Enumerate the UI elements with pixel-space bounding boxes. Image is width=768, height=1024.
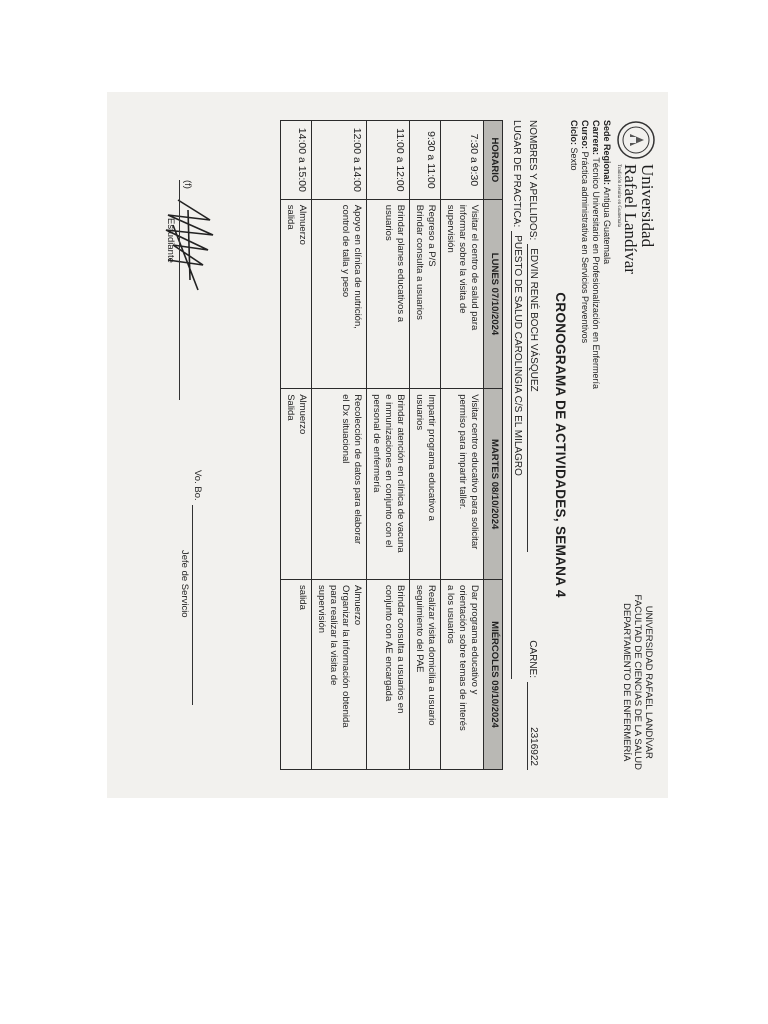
activity-line: control de talla y peso	[340, 204, 351, 298]
table-row	[441, 121, 484, 770]
signature-area	[148, 120, 228, 770]
meta-curso: Curso: Práctica administrativa en Servicios Preventivos	[580, 120, 590, 344]
schedule-sheet	[107, 92, 668, 798]
activity-line: Organizar la información obtenida	[340, 585, 351, 728]
activity-cell-martes	[410, 389, 441, 580]
table-row	[410, 121, 441, 770]
header-horario: HORARIO	[484, 121, 503, 200]
names-label: NOMBRES Y APELLIDOS:	[527, 120, 538, 241]
time-cell: 14:00 a 15:00	[281, 121, 312, 200]
student-label: Estudiante	[165, 218, 176, 263]
names-value: EDVIN RENÉ BOCH VÁSQUEZ	[527, 244, 539, 552]
activity-line: Recolección de datos para elaborar	[352, 394, 363, 545]
course-meta	[568, 120, 612, 389]
table-row	[367, 121, 410, 770]
jefe-label: Jefe de Servicio	[179, 550, 190, 618]
activity-line: Regreso a P/S	[426, 204, 437, 267]
activity-line: Almuerzo	[297, 394, 308, 435]
activity-line: Brindar atención en clínica de vacuna	[395, 394, 406, 553]
activity-cell-lunes	[367, 199, 410, 388]
student-signature-line	[179, 180, 193, 400]
page-title: CRONOGRAMA DE ACTIVIDADES, SEMANA 4	[553, 292, 568, 598]
activity-cell-martes	[367, 389, 410, 580]
activity-line: e inmunizaciones en conjunto con el	[383, 394, 394, 548]
activity-line: conjunto con AE encargada	[383, 585, 394, 702]
activity-cell-miercoles	[312, 580, 367, 770]
schedule-table	[280, 120, 503, 770]
activity-cell-martes	[312, 389, 367, 580]
vobo-line	[192, 470, 203, 705]
activity-line: Almuerzo	[297, 204, 308, 245]
meta-carrera: Carrera: Técnico Universitario en Profesionalización en Enfermería	[591, 120, 601, 389]
activity-line: orientación sobre temas de interés	[457, 585, 468, 731]
activity-cell-miercoles	[281, 580, 312, 770]
table-row	[281, 121, 312, 770]
activity-line: Almuerzo	[352, 585, 363, 626]
meta-sede: Sede Regional: Antigua Guatemala	[602, 120, 612, 265]
time-cell: 7:30 a 9:30	[441, 121, 484, 200]
activity-line: Apoyo en clínica de nutrición,	[352, 204, 363, 329]
activity-line: Brindar consulta a usuarios en	[395, 585, 406, 714]
activity-line: para realizar la visita de	[328, 585, 339, 686]
activity-cell-lunes	[281, 199, 312, 388]
activity-cell-lunes	[312, 199, 367, 388]
activity-line: seguimiento del PAE	[414, 585, 425, 673]
dept-line-university: UNIVERSIDAD RAFAEL LANDÍVAR	[643, 605, 654, 759]
activity-cell-miercoles	[441, 580, 484, 770]
activity-line: personal de enfermería	[371, 394, 382, 493]
activity-line: usuarios	[414, 394, 425, 431]
activity-line: Impartir programa educativo a	[426, 394, 437, 521]
carne-label: CARNE:	[527, 640, 538, 678]
header-martes: MARTES 08/10/2024	[484, 389, 503, 580]
header-lunes: LUNES 07/10/2024	[484, 199, 503, 388]
activity-line: Dar programa educativo y	[469, 585, 480, 695]
logo-name-line1: Universidad	[638, 164, 657, 248]
activity-line: Visitar el centro de salud para	[469, 204, 480, 331]
activity-line: el Dx situacional	[340, 394, 351, 464]
activity-line: usuarios	[383, 204, 394, 241]
activity-line: supervisión	[445, 204, 456, 253]
logo-tagline: Tradición Jesuita en Guatemala	[616, 164, 621, 227]
activity-cell-martes	[281, 389, 312, 580]
activity-cell-miercoles	[410, 580, 441, 770]
header-miercoles: MIÉRCOLES 09/10/2024	[484, 580, 503, 770]
activity-cell-lunes	[441, 199, 484, 388]
table-row	[312, 121, 367, 770]
activity-line: Brindar consulta a usuarios	[414, 204, 425, 320]
dept-line-faculty: FACULTAD DE CIENCIAS DE LA SALUD	[632, 594, 643, 770]
time-cell: 9:30 a 11:00	[410, 121, 441, 200]
activity-line: informar sobre la visita de	[457, 204, 468, 314]
university-seal-icon	[616, 120, 656, 160]
activity-line: Brindar planes educativos a	[395, 204, 406, 323]
activity-cell-martes	[441, 389, 484, 580]
activity-cell-miercoles	[367, 580, 410, 770]
activity-line: Salida	[285, 394, 296, 421]
time-cell: 11:00 a 12:00	[367, 121, 410, 200]
table-header-row	[484, 121, 503, 770]
dept-line-department: DEPARTAMENTO DE ENFERMERÍA	[621, 603, 632, 762]
time-cell: 12:00 a 14:00	[312, 121, 367, 200]
activity-cell-lunes	[410, 199, 441, 388]
activity-line: salida	[285, 204, 296, 230]
logo-name-line2: Rafael Landívar	[621, 164, 640, 274]
place-label: LUGAR DE PRACTICA:	[511, 120, 522, 228]
activity-line: supervisión	[316, 585, 327, 634]
student-fields	[508, 120, 540, 770]
carne-value: 2316922	[527, 682, 539, 770]
document-photo	[107, 92, 668, 798]
university-logo	[616, 164, 656, 274]
signature-prefix: (f)	[182, 180, 193, 189]
vobo-label: Vo. Bo.	[192, 470, 203, 501]
department-block	[621, 595, 654, 770]
activity-line: permiso para impartir taller.	[457, 394, 468, 510]
activity-line: a los usuarios	[445, 585, 456, 644]
activity-line: salida	[297, 585, 308, 610]
place-value: PUESTO DE SALUD CAROLINGIA C/S EL MILAGRO	[511, 231, 523, 679]
activity-line: Visitar centro educativo para solicitar	[469, 394, 480, 550]
activity-line: Realizar visita domicilia a usuario	[426, 585, 437, 726]
meta-ciclo: Ciclo: Sexto	[569, 120, 579, 171]
